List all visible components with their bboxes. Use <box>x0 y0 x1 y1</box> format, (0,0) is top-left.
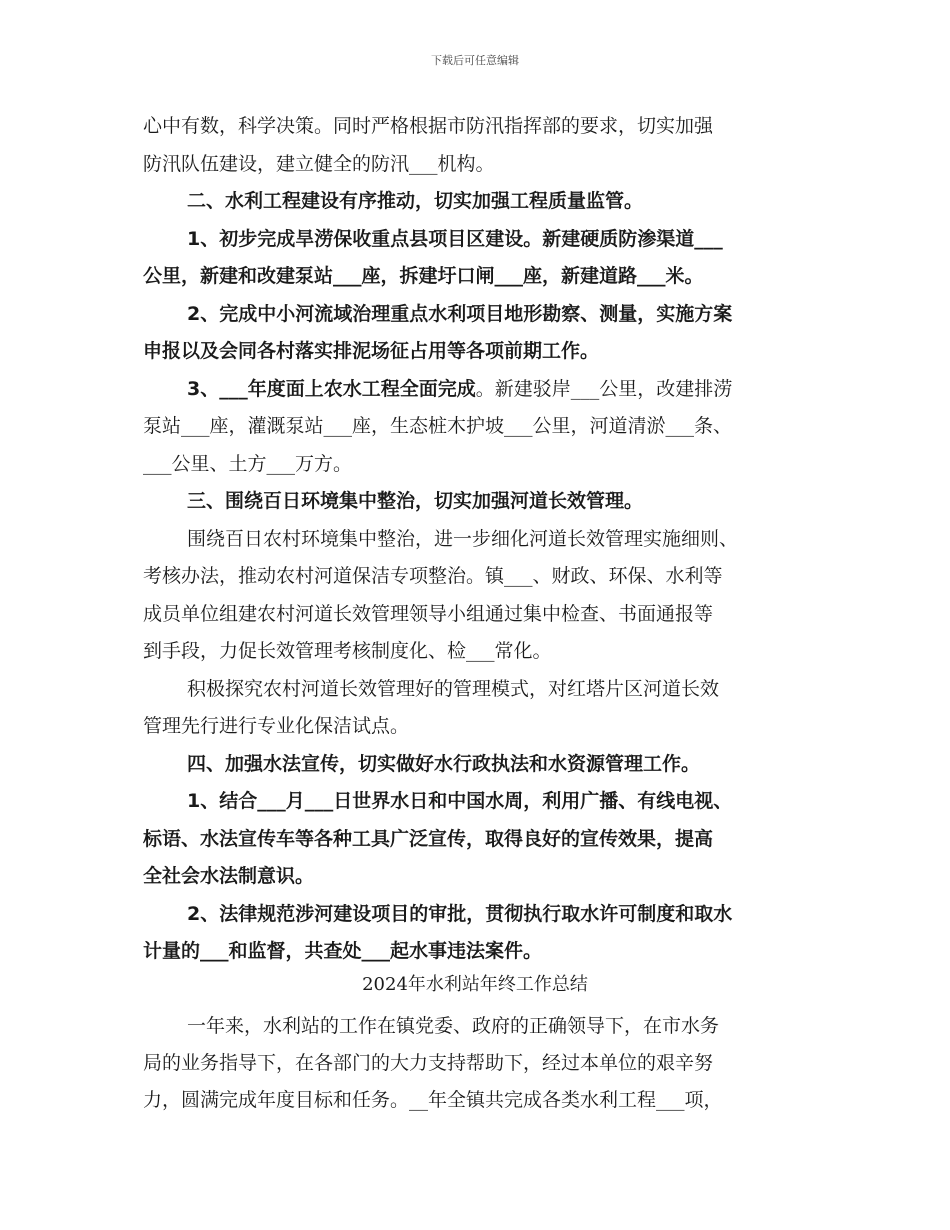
section-heading-3: 三、围绕百日环境集中整治，切实加强河道长效管理。 <box>187 490 644 512</box>
paragraph-line: 计量的___和监督，共查处___起水事违法案件。 <box>143 940 543 962</box>
paragraph-line: 到手段，力促长效管理考核制度化、检___常化。 <box>143 640 552 662</box>
paragraph-line: 围绕百日农村环境集中整治，进一步细化河道长效管理实施细则、 <box>187 528 739 550</box>
section-heading-2: 二、水利工程建设有序推动，切实加强工程质量监管。 <box>187 190 644 212</box>
paragraph-line: ___公里、土方___万方。 <box>143 453 353 475</box>
paragraph-line: 积极探究农村河道长效管理好的管理模式，对红塔片区河道长效 <box>187 678 720 700</box>
paragraph-line: 局的业务指导下，在各部门的大力支持帮助下，经过本单位的艰辛努 <box>143 1052 714 1074</box>
paragraph-line <box>187 376 732 402</box>
paragraph-line: 2、完成中小河流域治理重点水利项目地形勘察、测量，实施方案 <box>187 303 733 325</box>
paragraph-line: 力，圆满完成年度目标和任务。__年全镇共完成各类水利工程___项， <box>143 1089 723 1111</box>
paragraph-line: 心中有数，科学决策。同时严格根据市防汛指挥部的要求，切实加强 <box>143 115 714 137</box>
paragraph-line: 全社会水法制意识。 <box>143 865 315 887</box>
paragraph-line: 公里，新建和改建泵站___座，拆建圩口闸___座，新建道路___米。 <box>143 265 704 287</box>
paragraph-line: 考核办法，推动农村河道保洁专项整治。镇___、财政、环保、水利等 <box>143 565 723 587</box>
page-header: 下载后可任意编辑 <box>431 54 519 67</box>
paragraph-line: 1、初步完成旱涝保收重点县项目区建设。新建硬质防渗渠道___ <box>187 228 723 250</box>
paragraph-line: 泵站___座，灌溉泵站___座，生态桩木护坡___公里，河道清淤___条、 <box>143 415 733 437</box>
paragraph-line: 2、法律规范涉河建设项目的审批，贯彻执行取水许可制度和取水 <box>187 903 733 925</box>
paragraph-line: 成员单位组建农村河道长效管理领导小组通过集中检查、书面通报等 <box>143 603 714 625</box>
paragraph-line: 一年来，水利站的工作在镇党委、政府的正确领导下，在市水务 <box>187 1015 720 1037</box>
bold-lead: 3、___年度面上农水工程全面完成 <box>187 378 476 400</box>
paragraph-line: 标语、水法宣传车等各种工具广泛宣传，取得良好的宣传效果，提高 <box>143 828 714 850</box>
paragraph-line: 防汛队伍建设，建立健全的防汛___机构。 <box>143 153 495 175</box>
paragraph-line: 1、结合___月___日世界水日和中国水周，利用广播、有线电视、 <box>187 790 733 812</box>
paragraph-line: 管理先行进行专业化保洁试点。 <box>143 715 410 737</box>
plain-tail: 。新建驳岸___公里，改建排涝 <box>475 378 733 400</box>
document-title: 2024年水利站年终工作总结 <box>362 974 588 995</box>
paragraph-line: 申报以及会同各村落实排泥场征占用等各项前期工作。 <box>143 340 600 362</box>
section-heading-4: 四、加强水法宣传，切实做好水行政执法和水资源管理工作。 <box>187 753 701 775</box>
